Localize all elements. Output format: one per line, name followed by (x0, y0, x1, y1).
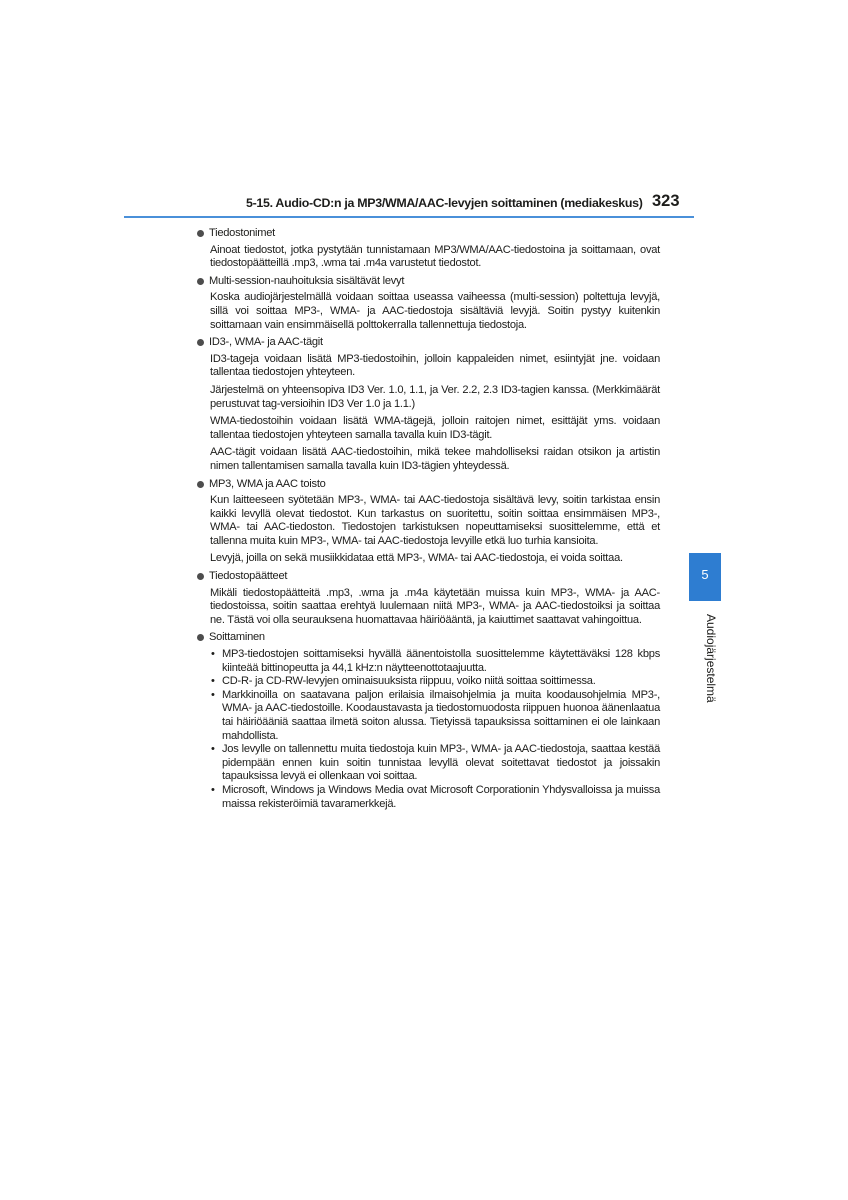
section-heading (197, 227, 660, 241)
section-playback (197, 478, 660, 567)
heading-text: Multi-session-nauhoituksia sisältävät levyt (209, 274, 405, 287)
section-playing (197, 631, 660, 811)
section-file-names (197, 227, 660, 271)
paragraph: WMA-tiedostoihin voidaan lisätä WMA-tägejä, jolloin raitojen nimet, esittäjät yms. voidaan tallentaa tiedostojen yhteyteen samalla tavalla kuin ID3-tägit. (210, 415, 660, 441)
paragraph: Levyjä, joilla on sekä musiikkidataa että MP3-, WMA- tai AAC-tiedostoja, ei voida soittaa. (210, 552, 623, 565)
bullet-icon (197, 481, 204, 488)
list-item: • Jos levylle on tallennettu muita tiedostoja kuin MP3-, WMA- ja AAC-tiedostoja, saattaa kestää pidempään ennen kuin soitin tunnistaa levyllä olevat soitettavat tiedostot ja joissakin tapauksissa levyä ei ollenkaan voi soittaa. (210, 743, 660, 784)
heading-text: Tiedostopäätteet (209, 570, 288, 583)
section-tags (197, 336, 660, 473)
section-heading (197, 478, 660, 492)
bullet-icon (197, 230, 204, 237)
section-heading (197, 631, 660, 645)
bullet-icon (197, 339, 204, 346)
paragraph: AAC-tägit voidaan lisätä AAC-tiedostoihin, mikä tekee mahdolliseksi raidan otsikon ja artistin nimen tallentamisen samalla tavalla kuin ID3-tägien yhteydessä. (210, 446, 660, 472)
heading-text: ID3-, WMA- ja AAC-tägit (209, 336, 323, 349)
paragraph: Koska audiojärjestelmällä voidaan soittaa useassa vaiheessa (multi-session) poltettuja levyjä, sillä voi soittaa MP3-, WMA- ja AAC-tiedostoja sisältäviä levyjä. Soitin pystyy kuitenkin soittamaan vain ensimmäisellä polttokerralla tallennettuja tiedostoja. (210, 291, 660, 331)
page-number: 323 (652, 192, 680, 210)
heading-text: Tiedostonimet (209, 227, 276, 239)
header-divider (124, 216, 694, 218)
section-multi-session (197, 275, 660, 332)
paragraph: Järjestelmä on yhteensopiva ID3 Ver. 1.0, 1.1, ja Ver. 2.2, 2.3 ID3-tagien kanssa. (Merkkimäärät perustuvat tag-versioihin ID3 Ver 1.0 ja 1.1.) (210, 383, 660, 410)
bullet-list (210, 648, 660, 811)
header-title: 5-15. Audio-CD:n ja MP3/WMA/AAC-levyjen soittaminen (mediakeskus) (246, 196, 643, 210)
bullet-icon (197, 278, 204, 285)
list-item: • CD-R- ja CD-RW-levyjen ominaisuuksista riippuu, voiko niitä soittaa soittimessa. (210, 675, 660, 689)
section-heading (197, 275, 660, 289)
section-heading (197, 570, 660, 584)
paragraph: ID3-tageja voidaan lisätä MP3-tiedostoihin, jolloin kappaleiden nimet, esiintyjät jne. voidaan tallentaa tiedostojen yhteyteen. (210, 352, 660, 379)
heading-text: MP3, WMA ja AAC toisto (209, 477, 326, 490)
section-heading (197, 336, 660, 350)
chapter-tab (689, 553, 721, 601)
list-item: • MP3-tiedostojen soittamiseksi hyvällä äänentoistolla suosittelemme käytettäväksi 128 kbps kiinteää bittinopeutta ja 44,1 kHz:n näytteenottotaajuutta. (210, 648, 660, 675)
heading-text: Soittaminen (209, 631, 265, 644)
paragraph: Ainoat tiedostot, jotka pystytään tunnistamaan MP3/WMA/AAC-tiedostoina ja soittamaan, ovat tiedostopäätteillä .mp3, .wma tai .m4a varustetut tiedostot. (210, 243, 660, 270)
list-item: • Markkinoilla on saatavana paljon erilaisia ilmaisohjelmia ja muita koodausohjelmia MP3-, WMA- ja AAC-tiedostoille. Koodaustavasta ja tiedostomuodosta riippuen huonoa äänenlaatua tai häiriöääniä saattaa ilmetä soiton alussa. Tietyissä tapauksissa soittaminen ei ole lainkaan mahdollista. (210, 689, 660, 743)
bullet-icon (197, 634, 204, 641)
chapter-number: 5 (701, 567, 709, 582)
section-file-extensions (197, 570, 660, 627)
bullet-icon (197, 573, 204, 580)
paragraph: Mikäli tiedostopäätteitä .mp3, .wma ja .m4a käytetään muissa kuin MP3-, WMA- ja AAC-tiedostoissa, soitin saattaa erehtyä luulemaan niitä MP3-, WMA- ja AAC-tiedostoiksi ja soittaa ne. Tästä voi olla seurauksena huomattavaa häiriöääntä, ja kaiuttimet saattavat vahingoittua. (210, 586, 660, 626)
list-item: • Microsoft, Windows ja Windows Media ovat Microsoft Corporationin Yhdysvalloissa ja muissa maissa rekisteröimiä tavaramerkkejä. (210, 784, 660, 811)
chapter-label: Audiojärjestelmä (704, 614, 718, 703)
paragraph: Kun laitteeseen syötetään MP3-, WMA- tai AAC-tiedostoja sisältävä levy, soitin tarkistaa ensin kaikki levyllä olevat tiedostot. Kun tarkastus on suoritettu, soitin soittaa ensimmäisen MP3-, WMA- tai AAC-tiedoston. Tiedostojen tarkistuksen nopeuttamiseksi suosittelemme, että et tallenna muita kuin MP3-, WMA- tai AAC-tiedostoja levyille etkä luo turhia kansioita. (210, 494, 660, 547)
main-content (197, 223, 660, 811)
